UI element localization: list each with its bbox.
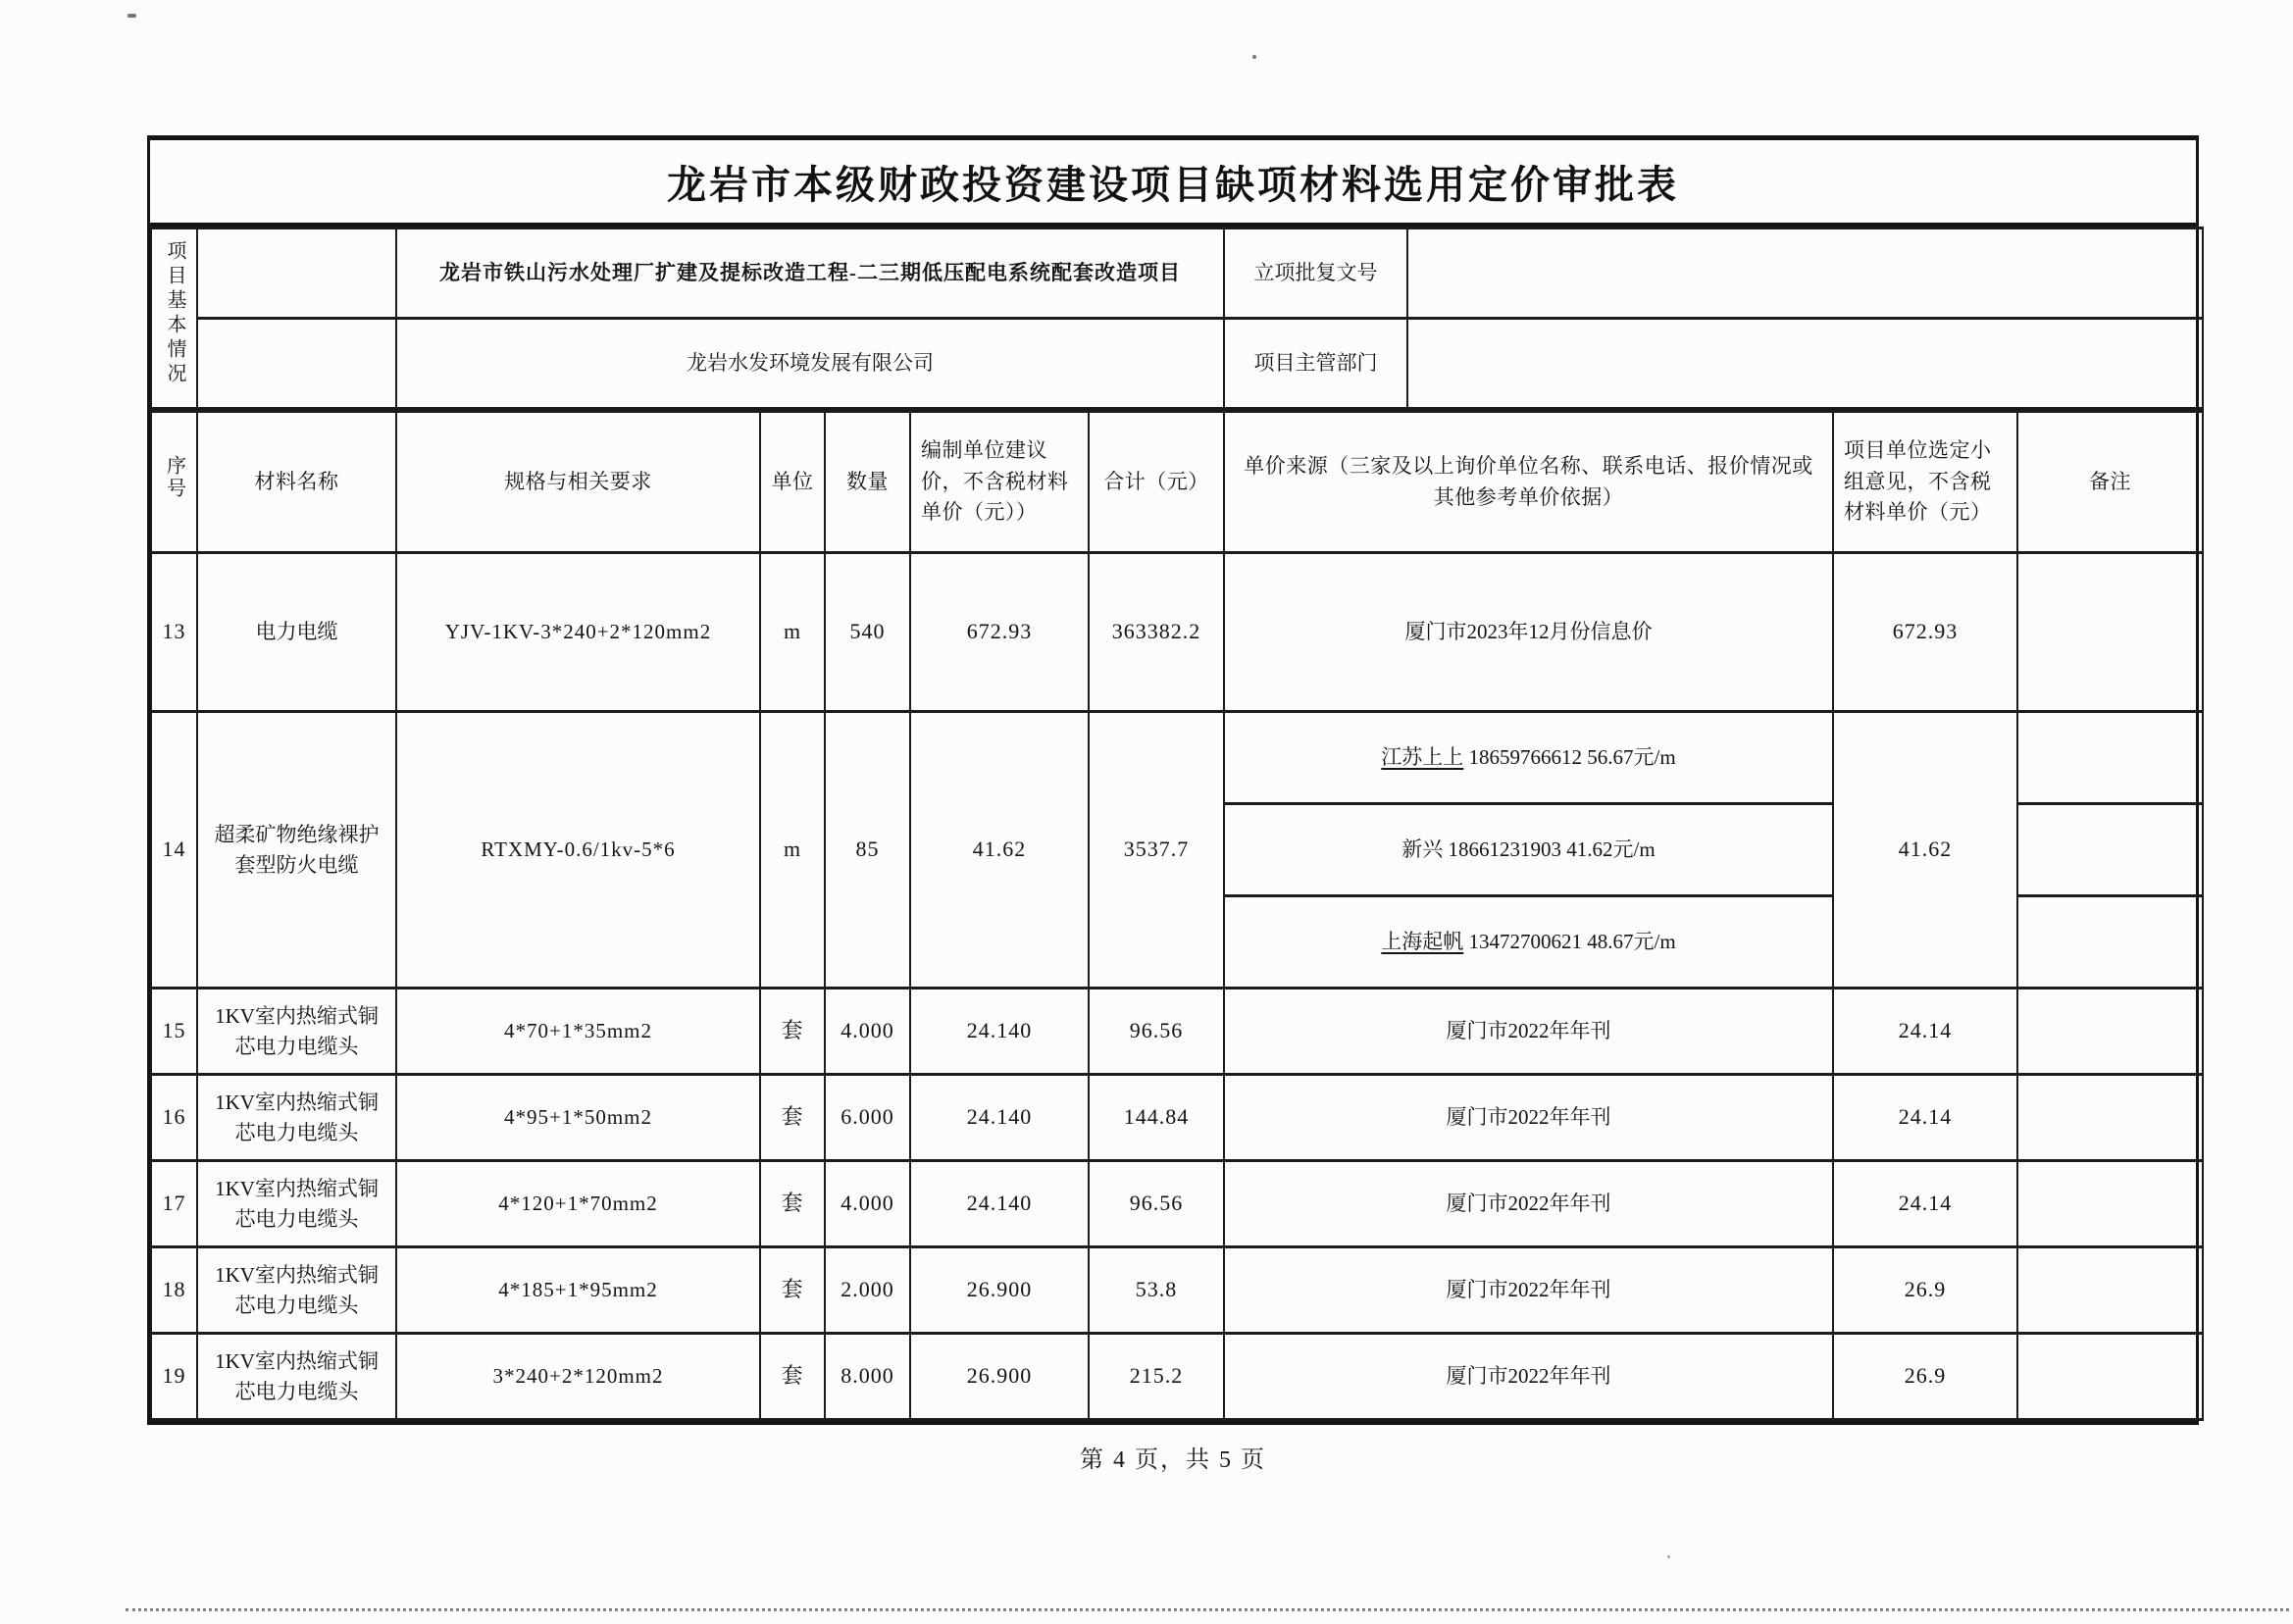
table-row-18 <box>151 1247 2203 1334</box>
cell-no: 16 <box>151 1075 197 1161</box>
table-row-17 <box>151 1161 2203 1247</box>
cell-spec: 4*120+1*70mm2 <box>396 1161 760 1247</box>
cell-unit: 套 <box>760 1161 825 1247</box>
cell-total: 53.8 <box>1089 1247 1224 1334</box>
col-header-draft-price: 编制单位建议价，不含税材料单价（元）） <box>910 412 1089 553</box>
vendor-name: 新兴 <box>1401 837 1444 862</box>
cell-unit: 套 <box>760 1247 825 1334</box>
col-header-qty: 数量 <box>825 412 910 553</box>
project-info-table <box>150 227 2204 410</box>
cell-spec: YJV-1KV-3*240+2*120mm2 <box>396 553 760 712</box>
table-row-16 <box>151 1075 2203 1161</box>
cell-source: 厦门市2022年年刊 <box>1224 1161 1833 1247</box>
project-name-cell: 龙岩市铁山污水处理厂扩建及提标改造工程-二三期低压配电系统配套改造项目 <box>396 228 1224 319</box>
cell-material: 1KV室内热缩式铜芯电力电缆头 <box>197 1161 396 1247</box>
cell-source-quote-1 <box>1224 712 1833 804</box>
vendor-quote: 18661231903 41.62元/m <box>1443 837 1656 862</box>
cell-unit: m <box>760 553 825 712</box>
cell-spec: 4*185+1*95mm2 <box>396 1247 760 1334</box>
cell-no: 13 <box>151 553 197 712</box>
cell-draft-price: 24.140 <box>910 989 1089 1075</box>
cell-total: 96.56 <box>1089 1161 1224 1247</box>
cell-qty: 540 <box>825 553 910 712</box>
cell-remark <box>2017 1247 2203 1334</box>
cell-total: 3537.7 <box>1089 712 1224 989</box>
cell-qty: 85 <box>825 712 910 989</box>
cell-qty: 4.000 <box>825 1161 910 1247</box>
table-row-13 <box>151 553 2203 712</box>
cell-qty: 8.000 <box>825 1334 910 1420</box>
competent-department-value <box>1407 319 2203 409</box>
vendor-name: 江苏上上 <box>1381 745 1464 770</box>
cell-draft-price: 672.93 <box>910 553 1089 712</box>
cell-material: 电力电缆 <box>197 553 396 712</box>
cell-unit: 套 <box>760 989 825 1075</box>
approval-form-sheet <box>147 135 2199 1425</box>
cell-no: 14 <box>151 712 197 989</box>
form-frame <box>147 135 2199 1425</box>
cell-source: 厦门市2022年年刊 <box>1224 989 1833 1075</box>
approval-doc-number-label: 立项批复文号 <box>1224 228 1407 319</box>
cell-draft-price: 24.140 <box>910 1161 1089 1247</box>
cell-material: 1KV室内热缩式铜芯电力电缆头 <box>197 989 396 1075</box>
cell-draft-price: 26.900 <box>910 1247 1089 1334</box>
col-header-remark: 备注 <box>2017 412 2203 553</box>
cell-no: 18 <box>151 1247 197 1334</box>
cell-qty: 6.000 <box>825 1075 910 1161</box>
cell-remark-quote-2 <box>2017 804 2203 896</box>
cell-remark-quote-1 <box>2017 712 2203 804</box>
col-header-selected: 项目单位选定小组意见，不含税材料单价（元） <box>1833 412 2017 553</box>
cell-source: 厦门市2022年年刊 <box>1224 1075 1833 1161</box>
cell-selected: 41.62 <box>1833 712 2017 989</box>
approval-doc-number-value <box>1407 228 2203 319</box>
cell-material: 1KV室内热缩式铜芯电力电缆头 <box>197 1247 396 1334</box>
cell-draft-price: 24.140 <box>910 1075 1089 1161</box>
cell-selected: 26.9 <box>1833 1247 2017 1334</box>
cell-spec: 4*70+1*35mm2 <box>396 989 760 1075</box>
project-info-row-2 <box>151 319 2203 409</box>
vendor-quote: 18659766612 56.67元/m <box>1463 745 1676 770</box>
cell-total: 96.56 <box>1089 989 1224 1075</box>
materials-table-header-row <box>151 412 2203 553</box>
scan-speck <box>1252 55 1256 59</box>
cell-source: 厦门市2023年12月份信息价 <box>1224 553 1833 712</box>
vendor-name: 上海起帆 <box>1381 930 1464 954</box>
vendor-quote: 13472700621 48.67元/m <box>1463 930 1676 954</box>
cell-no: 19 <box>151 1334 197 1420</box>
table-row-14 <box>151 712 2203 804</box>
cell-selected: 24.14 <box>1833 989 2017 1075</box>
cell-total: 144.84 <box>1089 1075 1224 1161</box>
table-row-19 <box>151 1334 2203 1420</box>
cell-remark <box>2017 989 2203 1075</box>
cell-unit: m <box>760 712 825 989</box>
col-header-source: 单价来源（三家及以上询价单位名称、联系电话、报价情况或其他参考单价依据） <box>1224 412 1833 553</box>
project-info-side-label-cell <box>151 228 197 409</box>
cell-material: 1KV室内热缩式铜芯电力电缆头 <box>197 1075 396 1161</box>
cell-remark-quote-3 <box>2017 896 2203 989</box>
cell-total: 215.2 <box>1089 1334 1224 1420</box>
form-title: 龙岩市本级财政投资建设项目缺项材料选用定价审批表 <box>150 140 2196 227</box>
cell-unit: 套 <box>760 1075 825 1161</box>
scan-speck <box>1667 1555 1670 1558</box>
cell-remark <box>2017 553 2203 712</box>
cell-no: 17 <box>151 1161 197 1247</box>
cell-selected: 24.14 <box>1833 1075 2017 1161</box>
construction-unit-cell: 龙岩水发环境发展有限公司 <box>396 319 1224 409</box>
page-indicator: 第 4 页，共 5 页 <box>1080 1447 1266 1473</box>
col-header-unit: 单位 <box>760 412 825 553</box>
blank-cell <box>197 319 396 409</box>
cell-spec: 3*240+2*120mm2 <box>396 1334 760 1420</box>
cell-source: 厦门市2022年年刊 <box>1224 1247 1833 1334</box>
cell-material: 超柔矿物绝缘裸护套型防火电缆 <box>197 712 396 989</box>
cell-total: 363382.2 <box>1089 553 1224 712</box>
cell-selected: 26.9 <box>1833 1334 2017 1420</box>
cell-source-quote-3 <box>1224 896 1833 989</box>
competent-department-label: 项目主管部门 <box>1224 319 1407 409</box>
col-header-total: 合计（元） <box>1089 412 1224 553</box>
scan-artifact-line <box>126 1608 2289 1611</box>
blank-cell <box>197 228 396 319</box>
cell-unit: 套 <box>760 1334 825 1420</box>
project-info-side-label: 项目基本情况 <box>164 239 185 387</box>
cell-spec: RTXMY-0.6/1kv-5*6 <box>396 712 760 989</box>
cell-source: 厦门市2022年年刊 <box>1224 1334 1833 1420</box>
cell-qty: 2.000 <box>825 1247 910 1334</box>
col-header-spec: 规格与相关要求 <box>396 412 760 553</box>
scan-speck <box>127 14 136 18</box>
cell-draft-price: 26.900 <box>910 1334 1089 1420</box>
col-header-no: 序号 <box>151 412 197 553</box>
cell-source-quote-2 <box>1224 804 1833 896</box>
cell-remark <box>2017 1075 2203 1161</box>
materials-table <box>150 410 2204 1421</box>
col-header-material: 材料名称 <box>197 412 396 553</box>
cell-selected: 672.93 <box>1833 553 2017 712</box>
cell-draft-price: 41.62 <box>910 712 1089 989</box>
cell-spec: 4*95+1*50mm2 <box>396 1075 760 1161</box>
cell-remark <box>2017 1161 2203 1247</box>
cell-remark <box>2017 1334 2203 1420</box>
project-info-row-1 <box>151 228 2203 319</box>
table-row-15 <box>151 989 2203 1075</box>
cell-qty: 4.000 <box>825 989 910 1075</box>
cell-no: 15 <box>151 989 197 1075</box>
cell-selected: 24.14 <box>1833 1161 2017 1247</box>
cell-material: 1KV室内热缩式铜芯电力电缆头 <box>197 1334 396 1420</box>
